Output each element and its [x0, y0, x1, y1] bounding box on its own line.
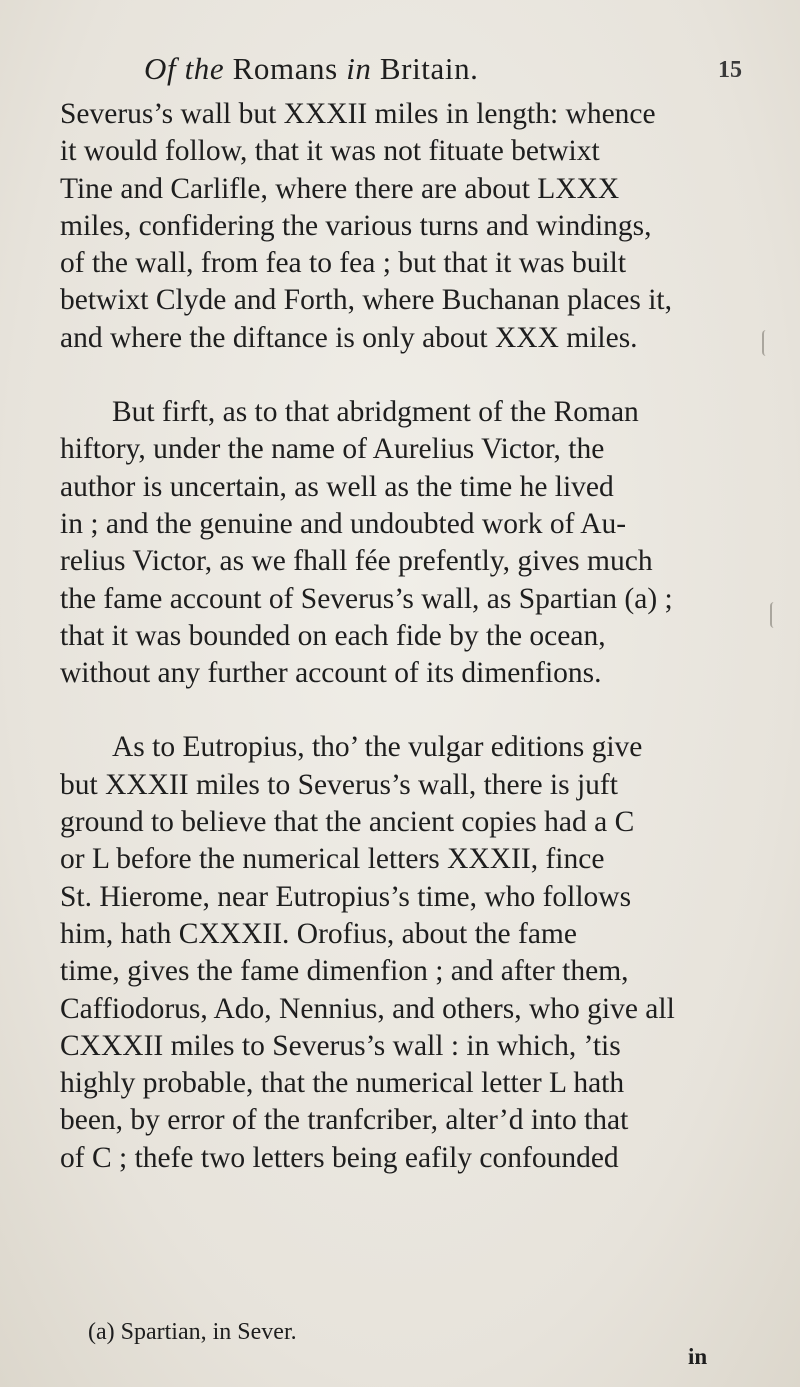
text-line: miles, confidering the various turns and windings, [60, 209, 652, 242]
title-word-britain: Britain. [379, 51, 479, 86]
paragraph-gap [60, 692, 720, 729]
text-line: time, gives the fame dimenfion ; and after them, [60, 955, 629, 988]
paragraph-1 [60, 96, 720, 357]
page-number: 15 [718, 57, 742, 83]
text-line: been, by error of the tranfcriber, alter’d into that [60, 1104, 629, 1137]
text-line: that it was bounded on each fide by the ocean, [60, 619, 606, 652]
text-line: author is uncertain, as well as the time he lived [60, 470, 614, 503]
text-line: or L before the numerical letters XXXII, fince [60, 843, 605, 876]
text-line: in ; and the genuine and undoubted work of Au- [60, 507, 627, 540]
text-line: and where the diftance is only about XXX miles. [60, 321, 638, 354]
text-line: betwixt Clyde and Forth, where Buchanan places it, [60, 284, 672, 317]
text-line: Severus’s wall but XXXII miles in length: whence [60, 98, 656, 130]
text-line: without any further account of its dimenfions. [60, 657, 602, 690]
text-line: it would follow, that it was not fituate betwixt [60, 135, 600, 168]
text-line: Caffiodorus, Ado, Nennius, and others, who give all [60, 992, 675, 1025]
text-line: hiftory, under the name of Aurelius Victor, the [60, 433, 605, 466]
text-line: relius Victor, as we fhall fée prefently, gives much [60, 545, 653, 578]
paragraph-3 [60, 729, 720, 1177]
catchword: in [688, 1344, 708, 1369]
text-line: ground to believe that the ancient copies had a C [60, 806, 635, 839]
text-line: highly probable, that the numerical letter L hath [60, 1067, 625, 1100]
body-text [60, 96, 720, 1177]
text-line: of the wall, from fea to fea ; but that it was built [60, 247, 627, 280]
margin-smudge [770, 602, 782, 628]
text-line: St. Hierome, near Eutropius’s time, who follows [60, 880, 632, 913]
page-header [60, 44, 760, 94]
margin-smudge [762, 330, 774, 356]
title-word-romans: Romans [232, 51, 338, 86]
text-line: but XXXII miles to Severus’s wall, there is juft [60, 768, 618, 801]
title-word-the: the [184, 51, 225, 86]
text-line: CXXXII miles to Severus’s wall : in which, ’tis [60, 1029, 621, 1062]
text-line: of C ; thefe two letters being eafily confounded [60, 1141, 619, 1174]
footnote: (a) Spartian, in Sever. [88, 1319, 297, 1345]
paragraph-2 [60, 394, 720, 692]
text-line: him, hath CXXXII. Orofius, about the fame [60, 917, 577, 950]
text-line: the fame account of Severus’s wall, as Spartian (a) ; [60, 582, 673, 615]
text-line: As to Eutropius, tho’ the vulgar editions give [112, 731, 643, 764]
paragraph-gap [60, 357, 720, 394]
text-line: Tine and Carlifle, where there are about LXXX [60, 172, 620, 205]
text-line: But firft, as to that abridgment of the Roman [112, 396, 639, 429]
title-word-in: in [346, 51, 372, 86]
running-title [144, 44, 479, 94]
title-word-of: Of [144, 51, 177, 86]
